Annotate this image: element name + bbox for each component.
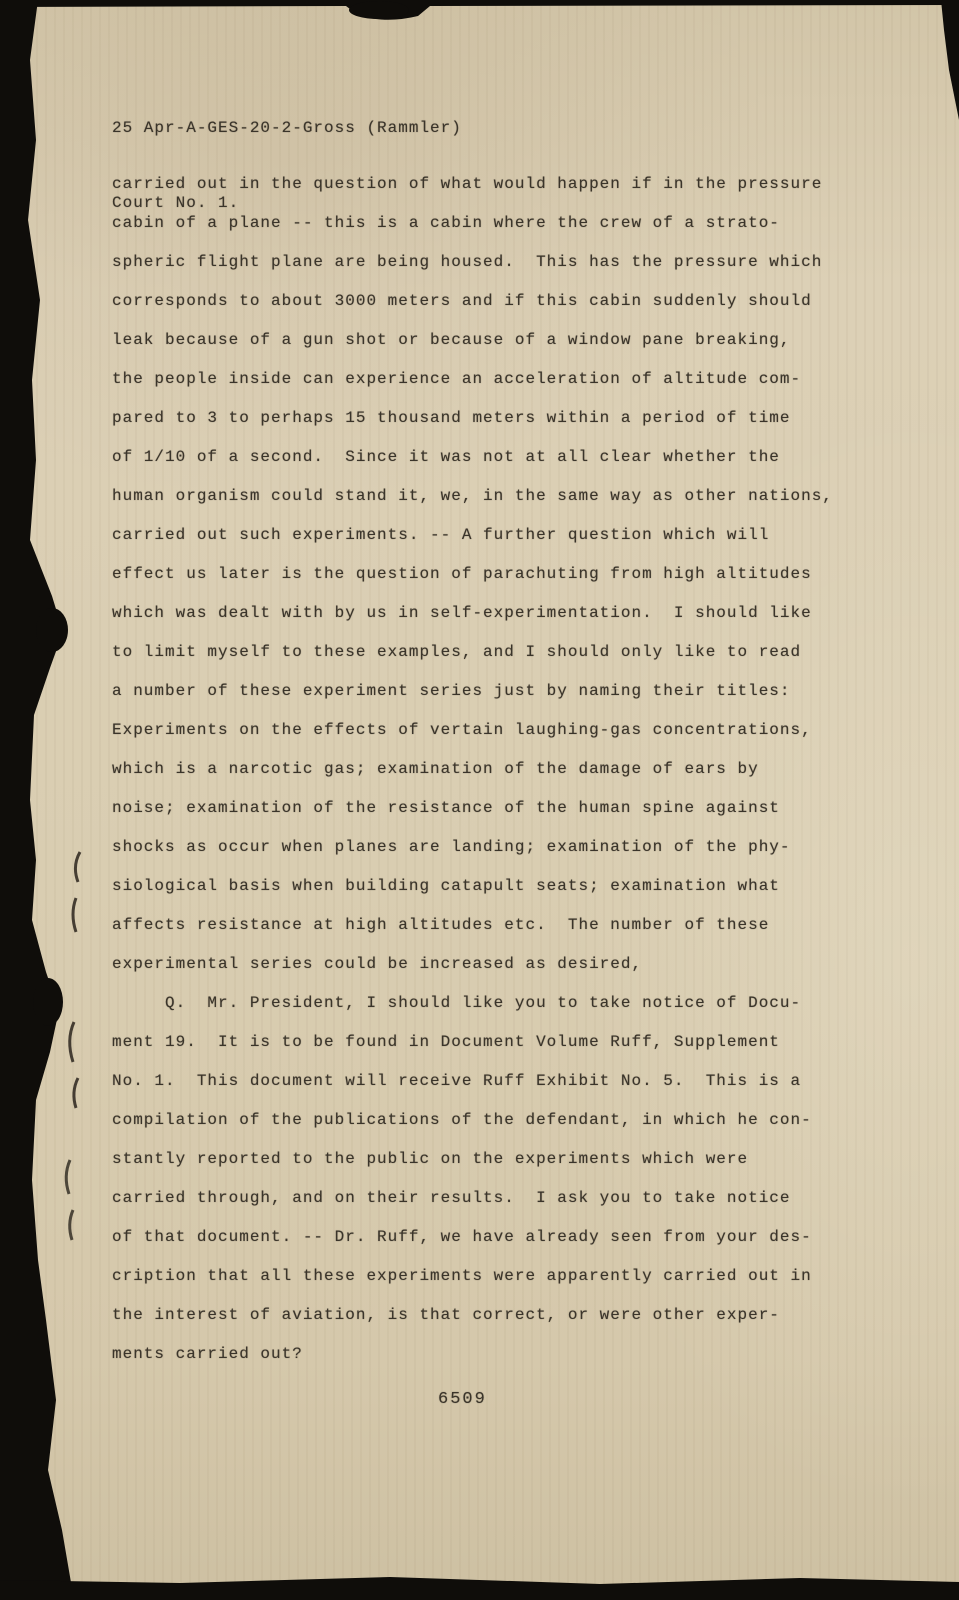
document-text-line: human organism could stand it, we, in the same way as other nations,: [112, 487, 833, 505]
document-text-line: ment 19. It is to be found in Document Volume Ruff, Supplement: [112, 1033, 780, 1051]
document-text-line: a number of these experiment series just by naming their titles:: [112, 682, 791, 700]
document-text-line: cabin of a plane -- this is a cabin where the crew of a strato-: [112, 214, 780, 232]
document-text-line: experimental series could be increased as desired,: [112, 955, 643, 973]
document-text-line: effect us later is the question of parachuting from high altitudes: [112, 565, 812, 583]
document-text-line: noise; examination of the resistance of the human spine against: [112, 799, 780, 817]
header-line-2: Court No. 1.: [112, 194, 240, 212]
document-text-line: which is a narcotic gas; examination of the damage of ears by: [112, 760, 759, 778]
document-body: [112, 165, 912, 1374]
document-text-line: affects resistance at high altitudes etc. The number of these: [112, 916, 770, 934]
document-text-line: to limit myself to these examples, and I should only like to read: [112, 643, 802, 661]
document-text-line: of 1/10 of a second. Since it was not at all clear whether the: [112, 448, 780, 466]
document-text-line: Experiments on the effects of vertain laughing-gas concentrations,: [112, 721, 812, 739]
document-text-line: the people inside can experience an acceleration of altitude com-: [112, 370, 802, 388]
document-text-line: Q. Mr. President, I should like you to take notice of Docu-: [112, 994, 802, 1012]
document-text-line: carried through, and on their results. I ask you to take notice: [112, 1189, 791, 1207]
document-text-line: carried out in the question of what would happen if in the pressure: [112, 175, 823, 193]
document-text-line: leak because of a gun shot or because of a window pane breaking,: [112, 331, 791, 349]
document-text-line: of that document. -- Dr. Ruff, we have already seen from your des-: [112, 1228, 812, 1246]
document-text-line: the interest of aviation, is that correct, or were other exper-: [112, 1306, 780, 1324]
document-text-line: No. 1. This document will receive Ruff Exhibit No. 5. This is a: [112, 1072, 802, 1090]
document-text-line: corresponds to about 3000 meters and if this cabin suddenly should: [112, 292, 812, 310]
document-text-line: pared to 3 to perhaps 15 thousand meters within a period of time: [112, 409, 791, 427]
document-text-line: shocks as occur when planes are landing; examination of the phy-: [112, 838, 791, 856]
document-text-line: ments carried out?: [112, 1345, 303, 1363]
document-text-line: spheric flight plane are being housed. This has the pressure which: [112, 253, 823, 271]
document-text-line: cription that all these experiments were apparently carried out in: [112, 1267, 812, 1285]
page-number: 6509: [438, 1390, 487, 1409]
document-text-line: compilation of the publications of the defendant, in which he con-: [112, 1111, 812, 1129]
document-text-line: siological basis when building catapult seats; examination what: [112, 877, 780, 895]
document-text-line: carried out such experiments. -- A further question which will: [112, 526, 770, 544]
header-line-1: 25 Apr-A-GES-20-2-Gross (Rammler): [112, 119, 462, 137]
document-text-line: which was dealt with by us in self-experimentation. I should like: [112, 604, 812, 622]
document-text-line: stantly reported to the public on the experiments which were: [112, 1150, 749, 1168]
